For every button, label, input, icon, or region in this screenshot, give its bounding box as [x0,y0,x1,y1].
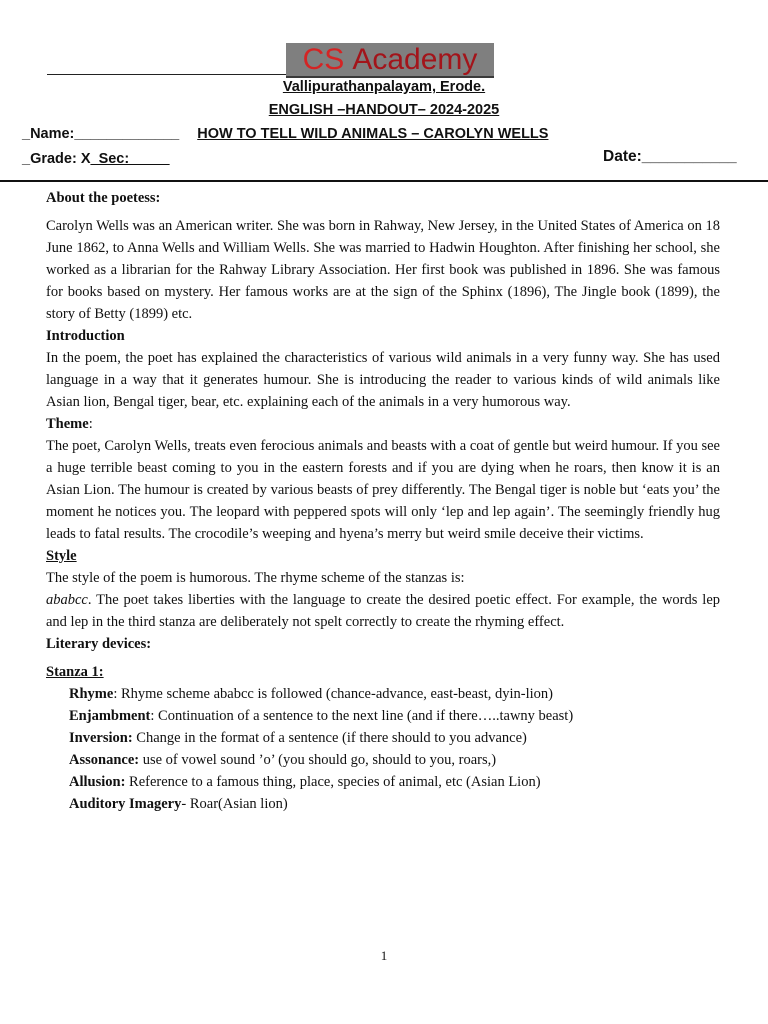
name-row [22,126,548,142]
device-desc: Reference to a famous thing, place, species of animal, etc (Asian Lion) [129,774,541,790]
handout-body [46,187,720,815]
about-paragraph: Carolyn Wells was an American writer. She was born in Rahway, New Jersey, in the United States of America on 18 June 1862, to Anna Wells and William Wells. She was married to Hadwin Houghton. After finishing her school, she worked as a librarian for the Rahway Library Association. Her first book was published in 1896. She was famous for books based on mystery. Her famous works are at the sign of the Sphinx (1896), The Jingle book (1899), the story of Betty (1899) etc. [46,218,720,322]
location-text: Vallipurathanpalayam, Erode. [282,79,486,95]
theme-heading-line [46,413,720,435]
institution-location [0,79,768,95]
date-field-label: Date:___________ [603,148,737,165]
theme-paragraph: The poet, Carolyn Wells, treats even ferocious animals and beasts with a coat of gentle but weird humour. If you see a huge terrible beast coming to you in the eastern forests and if you are dying when he roars, then know it is an Asian Lion. The humour is created by various beasts of prey differently. The Bengal tiger is noble but ‘eats you’ the moment he notices you. The leopard with peppered spots will only ‘lep and lep again’. The seemingly friendly hug leads to fatal results. The crocodile’s weeping and hyena’s merry but weird smile deceive their victims. [46,438,720,542]
logo-academy-text: Academy [352,42,478,76]
device-term: Allusion: [69,774,126,790]
style-line-1: The style of the poem is humorous. The rhyme scheme of the stanzas is: [46,570,465,586]
grade-row [22,151,170,167]
device-sep: : [150,708,159,724]
device-item [46,793,720,815]
device-item [46,749,720,771]
page-number: 1 [380,948,388,963]
device-desc: Roar(Asian lion) [189,796,288,812]
name-field-label: _Name:_____________ [22,126,180,142]
style-paragraph [46,589,720,633]
device-desc: use of vowel sound ’o’ (you should go, should to you, roars,) [142,752,497,768]
style-heading: Style [46,548,77,564]
device-item [46,727,720,749]
handout-title [0,102,768,118]
device-term: Enjambment [69,708,151,724]
section-field-label: _Sec:_____ [90,151,170,167]
literary-devices-heading: Literary devices: [46,636,152,652]
device-term: Assonance: [69,752,140,768]
stanza-1-devices [46,683,720,815]
lesson-title: HOW TO TELL WILD ANIMALS – CAROLYN WELLS [197,126,549,142]
introduction-heading: Introduction [46,328,125,344]
device-desc: Change in the format of a sentence (if there should to you advance) [136,730,527,746]
rhyme-scheme: ababcc [46,592,88,608]
logo-cs-text: CS [302,42,345,76]
device-item [46,771,720,793]
about-heading: About the poetess: [46,190,161,206]
device-item [46,683,720,705]
header-divider [0,180,768,182]
device-desc: Continuation of a sentence to the next line (and if there…..tawny beast) [158,708,574,724]
header-rule-left [47,74,287,75]
handout-text: ENGLISH –HANDOUT– 2024-2025 [268,102,500,118]
device-term: Rhyme [69,686,114,702]
stanza-1-heading: Stanza 1: [46,664,104,680]
cs-academy-logo [286,43,494,78]
device-item [46,705,720,727]
style-line-2: . The poet takes liberties with the language to create the desired poetic effect. For example, the words lep and lep in the third stanza are deliberately not spelt correctly to create the rhyming effect. [46,592,720,630]
grade-field-label: _Grade: X [22,151,91,167]
device-desc: Rhyme scheme ababcc is followed (chance-advance, east-beast, dyin-lion) [120,686,553,702]
theme-colon: : [88,416,93,432]
device-term: Auditory Imagery [69,796,182,812]
device-sep: : [113,686,121,702]
theme-heading: Theme [46,416,89,432]
introduction-paragraph: In the poem, the poet has explained the characteristics of various wild animals in a very funny way. She has used language in a way that it generates humour. She is introducing the reader to various kinds of wild animals like Asian lion, Bengal tiger, bear, etc. explaining each of the animals in a very humorous way. [46,350,720,410]
device-sep: - [181,796,190,812]
device-term: Inversion: [69,730,133,746]
